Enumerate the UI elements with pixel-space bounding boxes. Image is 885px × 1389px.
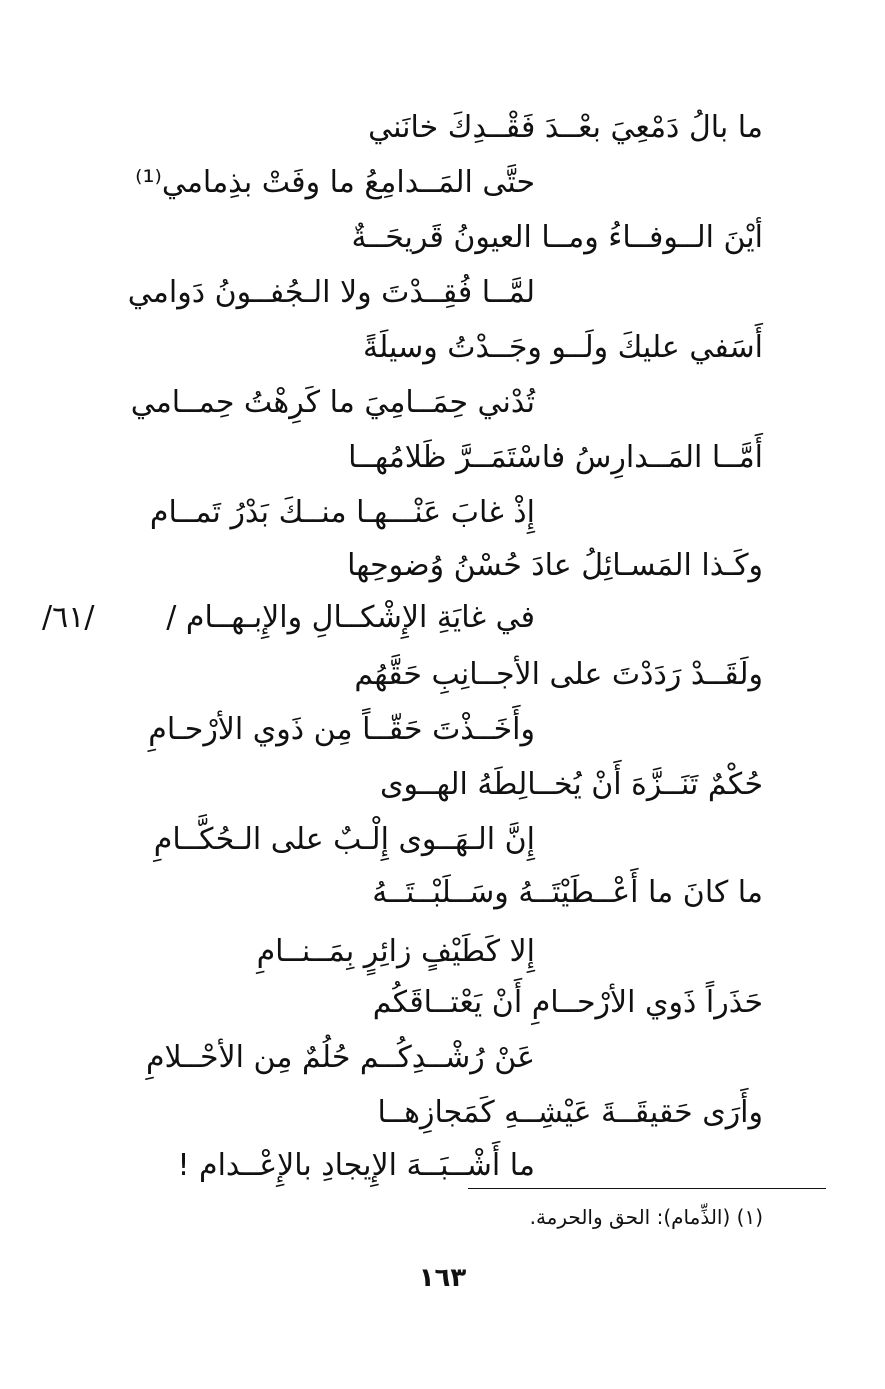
- footnote: (١) (الذِّمام): الحق والحرمة.: [529, 1205, 763, 1229]
- verse-8-first-hemistich: ما كانَ ما أَعْــطَيْتَــهُ وسَــلَبْــتَــهُ: [372, 875, 763, 910]
- verse-7-second-hemistich: إِنَّ الـهَــوى إِلْـبٌ على الـحُكَّــامِ: [153, 822, 535, 857]
- footnote-divider: [468, 1188, 826, 1189]
- verse-3-second-hemistich: تُدْني حِمَــامِيَ ما كَرِهْتُ حِمــامي: [130, 385, 535, 420]
- page-number: ١٦٣: [418, 1263, 467, 1293]
- verse-6-second-hemistich: وأَخَــذْتَ حَقّــاً مِن ذَوي الأرْحـامِ: [148, 712, 535, 747]
- verse-5-first-hemistich: وكَـذا المَسـائِلُ عادَ حُسْنُ وُضوحِها: [347, 548, 763, 583]
- verse-4-first-hemistich: أَمَّــا المَــدارِسُ فاسْتَمَــرَّ ظَلامُهــا: [348, 440, 763, 475]
- verse-6-first-hemistich: ولَقَــدْ رَدَدْتَ على الأجــانِبِ حَقَّهُم: [354, 657, 763, 692]
- verse-8-second-hemistich: إِلا كَطَيْفٍ زائِرٍ بِمَــنــامِ: [256, 934, 535, 969]
- verse-1-first-hemistich: ما بالُ دَمْعِيَ بعْــدَ فَقْــدِكَ خانَني: [368, 110, 763, 145]
- verse-7-first-hemistich: حُكْمٌ تَنَــزَّهَ أَنْ يُخــالِطَهُ الهــوى: [380, 767, 763, 802]
- verse-2-second-hemistich: لمَّــا فُقِــدْتَ ولا الـجُفــونُ دَوامي: [127, 275, 535, 310]
- verse-9-second-hemistich: عَنْ رُشْــدِكُــم حُلُمٌ مِن الأحْــلامِ: [145, 1040, 535, 1075]
- verse-3-first-hemistich: أَسَفي عليكَ ولَــو وجَــدْتُ وسيلَةً: [363, 330, 763, 365]
- verse-5-second-hemistich: في غايَةِ الإِشْكــالِ والإِبـهــام /: [166, 600, 535, 635]
- verse-2-first-hemistich: أيْنَ الــوفــاءُ ومــا العيونُ قَريحَــةٌ: [351, 220, 763, 255]
- verse-9-first-hemistich: حَذَراً ذَوي الأرْحــامِ أَنْ يَعْتــاقَكُم: [372, 985, 763, 1020]
- verse-1-second-hemistich: حتَّى المَــدامِعُ ما وفَتْ بذِمامي⁽¹⁾: [135, 165, 535, 200]
- verse-10-second-hemistich: ما أَشْــبَــهَ الإِيجادِ بالإِعْــدام !: [177, 1148, 535, 1183]
- margin-page-reference: /٦١/: [42, 600, 95, 635]
- verse-10-first-hemistich: وأَرَى حَقيقَــةَ عَيْشِــهِ كَمَجازِهــا: [377, 1095, 763, 1130]
- verse-4-second-hemistich: إِذْ غابَ عَنْـــهـا منــكَ بَدْرُ تَمــام: [149, 495, 535, 530]
